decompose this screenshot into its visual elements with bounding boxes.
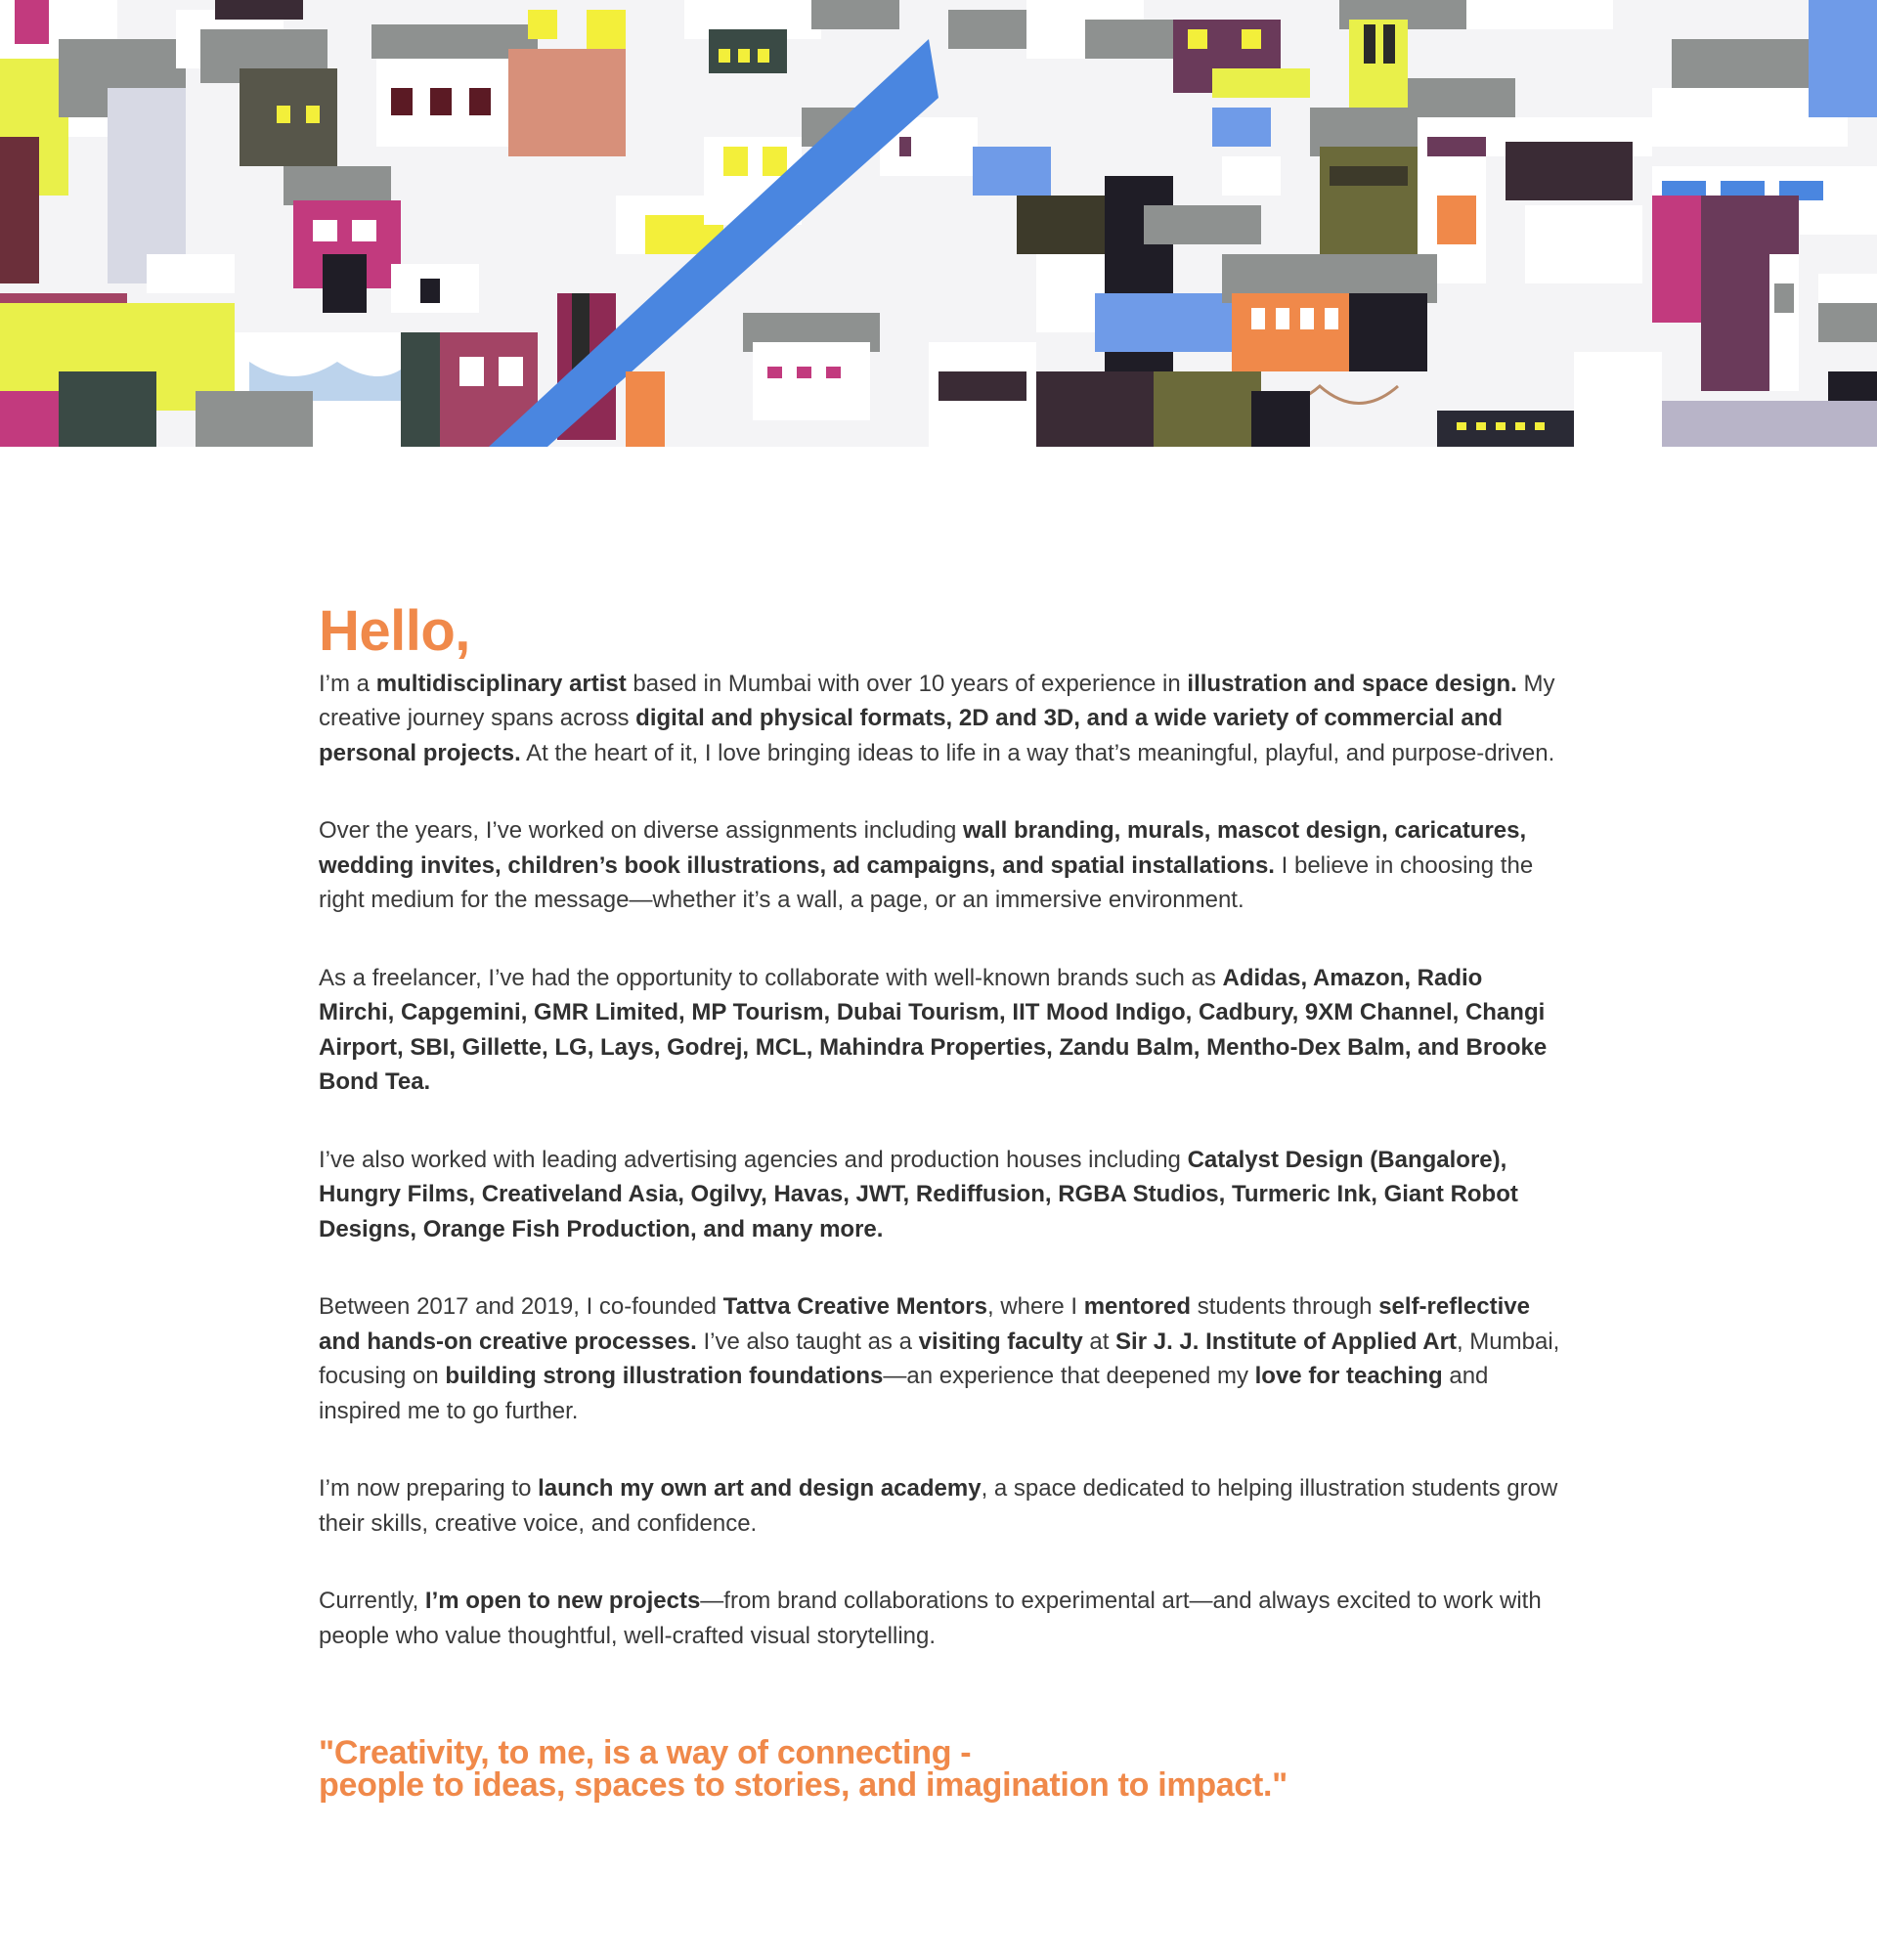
quote-line: people to ideas, spaces to stories, and imagination to impact." [319,1766,1288,1805]
about-paragraph: Currently, I’m open to new projects—from brand collaborations to experimental art—and always excited to work with people who value thoughtful, well-crafted visual storytelling. [319,1588,1542,1649]
about-paragraph: Over the years, I’ve worked on diverse assignments including wall branding, murals, mascot design, caricatures, wedding invites, children’s book illustrations, ad campaigns, and spatial installations. I believe in choosing the right medium for the message—whether it’s a wall, a page, or an immersive environment. [319,817,1534,914]
quote-line: "Creativity, to me, is a way of connecting - [319,1734,972,1772]
about-paragraph: I’m a multidisciplinary artist based in Mumbai with over 10 years of experience in illustration and space design. My creative journey spans across digital and physical formats, 2D and 3D, and a wide variety of commercial and personal projects. At the heart of it, I love bringing ideas to life in a way that’s meaningful, playful, and purpose-driven. [319,670,1555,766]
about-paragraph: I’m now preparing to launch my own art and design academy, a space dedicated to helping illustration students grow their skills, creative voice, and confidence. [319,1475,1558,1537]
about-content [319,599,1560,1805]
quote-block [319,1734,1560,1805]
about-paragraph: Between 2017 and 2019, I co-founded Tattva Creative Mentors, where I mentored students through self-reflective and hands-on creative processes. I’ve also taught as a visiting faculty at Sir J. J. Institute of Applied Art, Mumbai, focusing on building strong illustration foundations—an experience that deepened my love for teaching and inspired me to go further. [319,1293,1560,1424]
city-illustration-banner [0,0,1877,447]
about-paragraph: As a freelancer, I’ve had the opportunity to collaborate with well-known brands such as Adidas, Amazon, Radio Mirchi, Capgemini, GMR Limited, MP Tourism, Dubai Tourism, IIT Mood Indigo, Cadbury, 9XM Channel, Changi Airport, SBI, Gillette, LG, Lays, Godrej, MCL, Mahindra Properties, Zandu Balm, Mentho-Dex Balm, and Brooke Bond Tea. [319,964,1548,1096]
about-paragraph: I’ve also worked with leading advertising agencies and production houses including Catalyst Design (Bangalore), Hungry Films, Creativeland Asia, Ogilvy, Havas, JWT, Rediffusion, RGBA Studios, Turmeric Ink, Giant Robot Designs, Orange Fish Production, and many more. [319,1146,1518,1242]
greeting-heading: Hello, [319,599,470,663]
